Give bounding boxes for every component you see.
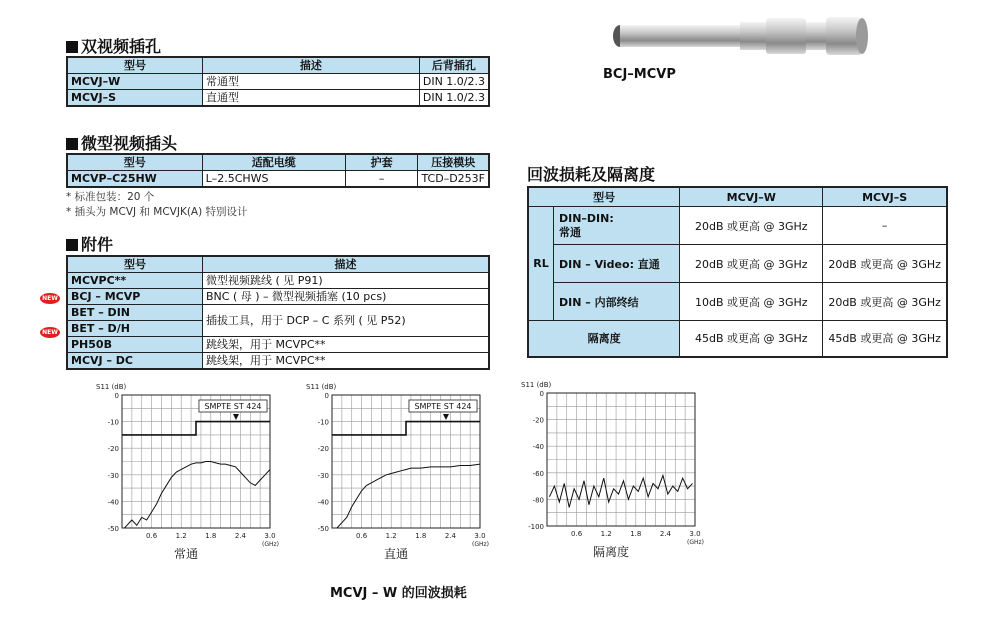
col-header: 型号 — [528, 187, 680, 207]
x-axis-label: (GHz) — [262, 541, 279, 548]
col-header: 描述 — [202, 57, 419, 74]
x-tick-label: 1.8 — [415, 532, 427, 540]
y-tick-label: -20 — [107, 445, 119, 454]
value-cell: 45dB 或更高 @ 3GHz — [823, 321, 947, 357]
table-row — [528, 321, 947, 357]
x-tick-label: 0.6 — [146, 532, 158, 540]
value-cell: 45dB 或更高 @ 3GHz — [680, 321, 823, 357]
limit-line — [122, 422, 270, 435]
table-header-row — [67, 57, 489, 74]
chart-isolation — [515, 378, 715, 578]
x-tick-label: 3.0 — [474, 532, 486, 540]
connector-photo — [610, 12, 872, 60]
desc-cell: 跳线架，用于 MCVPC** — [203, 337, 490, 353]
row-label: DIN – 内部终结 — [554, 283, 680, 321]
table-row — [67, 273, 489, 289]
section-title-dual-jack — [66, 34, 161, 57]
desc-cell: 微型视频跳线 ( 见 P91) — [203, 273, 490, 289]
row-label-line: 常通 — [559, 225, 581, 239]
note-plug-design: * 插头为 MCVJ 和 MCVJK(A) 特别设计 — [66, 206, 248, 218]
model-cell: MCVP–C25HW — [67, 171, 202, 188]
y-tick-label: -20 — [532, 416, 544, 425]
table-row — [67, 90, 489, 107]
col-header: 适配电缆 — [202, 154, 345, 171]
accessories-table — [66, 255, 490, 370]
y-tick-label: -30 — [107, 471, 119, 480]
chart-title: 直通 — [383, 547, 409, 561]
y-tick-label: -50 — [107, 525, 119, 533]
y-tick-label: -30 — [317, 471, 329, 480]
col-header: MCVJ–W — [680, 187, 823, 207]
col-header: 压接模块 — [418, 154, 489, 171]
section-title-text: 双视频插孔 — [81, 37, 162, 56]
x-tick-label: 1.8 — [205, 532, 217, 540]
model-cell: BET – DIN — [67, 305, 203, 321]
series-line — [337, 464, 480, 528]
y-tick-label: -10 — [317, 418, 329, 427]
model-cell: MCVJ – DC — [67, 353, 203, 370]
value-cell: – — [823, 207, 947, 245]
y-axis-label: S11 (dB) — [521, 381, 552, 389]
y-tick-label: -100 — [528, 523, 544, 531]
section-title-text: 附件 — [81, 235, 114, 254]
section-title-text: 微型视频插头 — [81, 134, 178, 153]
value-cell: 20dB 或更高 @ 3GHz — [823, 245, 947, 283]
row-label: DIN – Video: 直通 — [554, 245, 680, 283]
x-tick-label: 1.8 — [630, 530, 642, 538]
y-tick-label: -40 — [107, 498, 119, 507]
x-tick-label: 1.2 — [385, 532, 397, 540]
x-tick-label: 3.0 — [264, 532, 276, 540]
col-header: 描述 — [203, 256, 490, 273]
desc-cell: BNC ( 母 ) – 微型视频插塞 (10 pcs) — [203, 289, 490, 305]
return-loss-table — [527, 186, 948, 358]
model-cell: PH50B — [67, 337, 203, 353]
chart-title: 常通 — [173, 547, 199, 561]
chart-title: 隔离度 — [592, 545, 630, 559]
y-tick-label: -60 — [532, 469, 544, 478]
y-tick-label: 0 — [324, 392, 329, 400]
y-tick-label: -40 — [317, 498, 329, 507]
dual-jack-table — [66, 56, 490, 107]
value-cell: 20dB 或更高 @ 3GHz — [823, 283, 947, 321]
chart-straight-through — [300, 380, 500, 580]
new-badge: NEW — [40, 327, 60, 338]
model-cell: MCVPC** — [67, 273, 203, 289]
x-axis-label: (GHz) — [472, 541, 489, 548]
col-header: 型号 — [67, 154, 202, 171]
x-tick-label: 2.4 — [444, 532, 456, 540]
x-tick-label: 3.0 — [689, 530, 701, 538]
section-title-micro-plug — [66, 131, 177, 154]
row-label-line: DIN–DIN: — [559, 211, 614, 225]
x-tick-label: 0.6 — [356, 532, 368, 540]
table-row — [67, 337, 489, 353]
col-header: 护套 — [345, 154, 418, 171]
table-header-row — [528, 187, 947, 207]
arrow-down-icon — [443, 414, 449, 420]
note-packaging: * 标准包装：20 个 — [66, 191, 155, 203]
boot-cell: – — [345, 171, 418, 188]
y-axis-label: S11 (dB) — [306, 383, 337, 391]
x-tick-label: 2.4 — [659, 530, 671, 538]
rl-group-label: RL — [528, 207, 554, 321]
col-header: MCVJ–S — [823, 187, 947, 207]
annotation-label: SMPTE ST 424 — [414, 402, 472, 411]
series-line — [124, 462, 270, 529]
row-label — [554, 207, 680, 245]
cable-cell: L–2.5CHWS — [202, 171, 345, 188]
y-axis-label: S11 (dB) — [96, 383, 127, 391]
value-cell: 10dB 或更高 @ 3GHz — [680, 283, 823, 321]
table-row — [67, 74, 489, 90]
col-header: 型号 — [67, 57, 202, 74]
section-title-return-loss: 回波损耗及隔离度 — [527, 165, 656, 184]
x-tick-label: 2.4 — [234, 532, 246, 540]
row-label: 隔离度 — [528, 321, 680, 357]
square-bullet-icon — [66, 41, 78, 53]
table-row — [528, 283, 947, 321]
arrow-down-icon — [233, 414, 239, 420]
crimp-cell: TCD–D253F — [418, 171, 489, 188]
y-tick-label: -80 — [532, 496, 544, 505]
photo-label: BCJ–MCVP — [603, 67, 676, 82]
y-tick-label: 0 — [114, 392, 119, 400]
model-cell: MCVJ–W — [67, 74, 202, 90]
section-title-accessories — [66, 232, 113, 255]
col-header: 型号 — [67, 256, 203, 273]
model-cell: BET – D/H — [67, 321, 203, 337]
limit-line — [332, 422, 480, 435]
x-tick-label: 1.2 — [600, 530, 612, 538]
x-axis-label: (GHz) — [687, 539, 704, 546]
y-tick-label: -10 — [107, 418, 119, 427]
y-tick-label: -50 — [317, 525, 329, 533]
model-cell: BCJ – MCVP — [67, 289, 203, 305]
model-cell: MCVJ–S — [67, 90, 202, 107]
desc-cell: 跳线架，用于 MCVPC** — [203, 353, 490, 370]
desc-cell: 直通型 — [202, 90, 419, 107]
x-tick-label: 0.6 — [571, 530, 583, 538]
value-cell: 20dB 或更高 @ 3GHz — [680, 207, 823, 245]
square-bullet-icon — [66, 239, 78, 251]
annotation-label: SMPTE ST 424 — [204, 402, 262, 411]
jack-cell: DIN 1.0/2.3 — [419, 90, 489, 107]
col-header: 后背插孔 — [419, 57, 489, 74]
table-header-row — [67, 154, 489, 171]
desc-cell: 插拔工具，用于 DCP – C 系列 ( 见 P52) — [203, 305, 490, 337]
desc-cell: 常通型 — [202, 74, 419, 90]
table-row — [528, 245, 947, 283]
series-line — [549, 475, 692, 507]
micro-plug-table — [66, 153, 490, 188]
y-tick-label: -20 — [317, 445, 329, 454]
value-cell: 20dB 或更高 @ 3GHz — [680, 245, 823, 283]
table-header-row — [67, 256, 489, 273]
chart-normal-through — [90, 380, 290, 580]
y-tick-label: 0 — [539, 390, 544, 398]
table-row — [67, 171, 489, 188]
jack-cell: DIN 1.0/2.3 — [419, 74, 489, 90]
square-bullet-icon — [66, 138, 78, 150]
y-tick-label: -40 — [532, 443, 544, 452]
table-row — [528, 207, 947, 245]
new-badge: NEW — [40, 293, 60, 304]
table-row — [67, 289, 489, 305]
charts-caption: MCVJ – W 的回波损耗 — [330, 586, 467, 601]
x-tick-label: 1.2 — [175, 532, 187, 540]
table-row — [67, 305, 489, 321]
table-row — [67, 353, 489, 370]
